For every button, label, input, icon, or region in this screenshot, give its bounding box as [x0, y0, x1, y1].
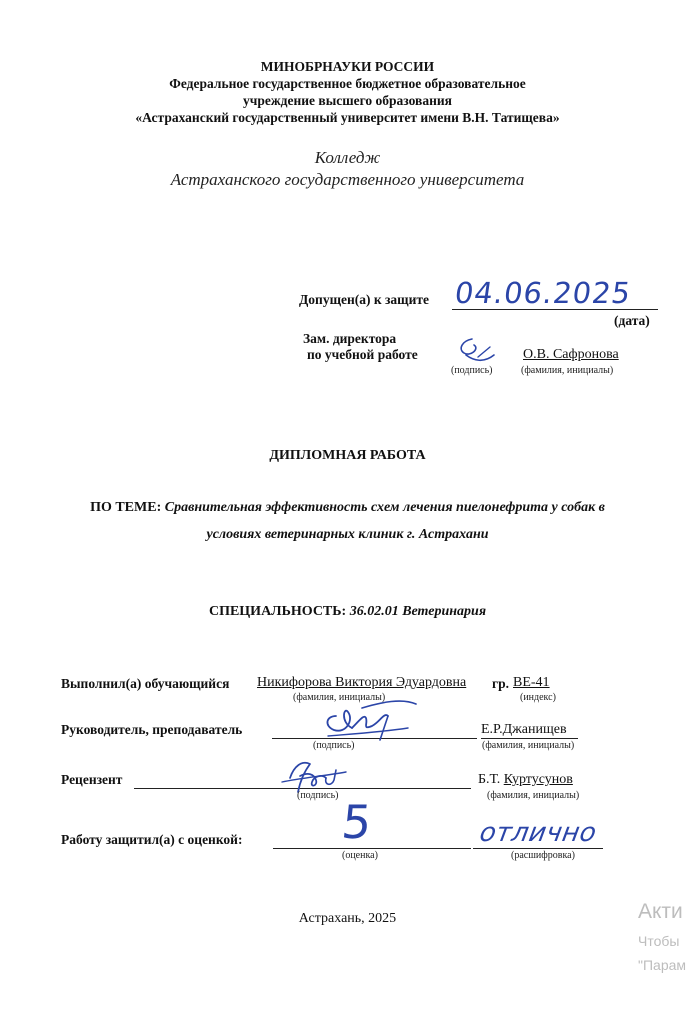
supervisor-signature [322, 694, 422, 746]
city-year: Астрахань, 2025 [298, 911, 397, 926]
student-name: Никифорова Виктория Эдуардовна [257, 675, 467, 690]
watermark-line-2: Чтобы [638, 933, 680, 949]
grade-text-line [473, 848, 603, 849]
supervisor-name-line [481, 738, 578, 739]
grade-caption: (оценка) [342, 850, 378, 861]
supervisor-label: Руководитель, преподаватель [61, 722, 243, 737]
supervisor-name-caption: (фамилия, инициалы) [482, 740, 575, 751]
topic-label: ПО ТЕМЕ: [90, 500, 162, 515]
ministry-name: МИНОБРНАУКИ РОССИИ [260, 59, 435, 74]
grade-text-handwritten: отлично [477, 818, 599, 848]
defense-label: Работу защитил(а) с оценкой: [61, 832, 243, 847]
supervisor-signature-caption: (подпись) [313, 740, 355, 751]
reviewer-name-text: Куртусунов [503, 772, 573, 787]
supervisor-name [481, 722, 567, 738]
college-line-1: Колледж [314, 148, 381, 167]
deputy-signature [452, 333, 497, 369]
work-title: ДИПЛОМНАЯ РАБОТА [269, 448, 426, 463]
group-label: гр. [492, 676, 510, 691]
supervisor-name-text: Е.Р.Джанищев [481, 722, 567, 737]
reviewer-name-caption: (фамилия, инициалы) [487, 790, 580, 801]
watermark-line-1: Акти [638, 900, 683, 923]
specialty-value: 36.02.01 Ветеринария [349, 604, 487, 619]
org-line-1: Федеральное государственное бюджетное образовательное [169, 76, 526, 91]
admitted-label: Допущен(а) к защите [299, 292, 429, 307]
student-group-caption: (индекс) [520, 692, 556, 703]
watermark-line-3: "Парам [638, 957, 687, 973]
college-line-2: Астраханского государственного университета [170, 170, 525, 189]
deputy-label-1: Зам. директора [303, 331, 397, 346]
specialty [0, 604, 695, 620]
deputy-name-caption: (фамилия, инициалы) [521, 365, 614, 376]
reviewer-signature-caption: (подпись) [297, 790, 339, 801]
grade-line [273, 848, 471, 849]
reviewer-name-prefix: Б.Т. [478, 772, 504, 787]
student-name-caption: (фамилия, инициалы) [293, 692, 386, 703]
student-label: Выполнил(а) обучающийся [61, 676, 230, 691]
grade-handwritten: 5 [339, 795, 375, 849]
deputy-name: О.В. Сафронова [523, 347, 619, 362]
student-group: ВЕ-41 [513, 675, 550, 690]
date-caption: (дата) [614, 313, 650, 328]
specialty-label: СПЕЦИАЛЬНОСТЬ: [208, 604, 347, 619]
reviewer-name [478, 772, 573, 788]
admitted-date-handwritten: 04.06.2025 [452, 276, 634, 310]
deputy-signature-caption: (подпись) [451, 365, 493, 376]
topic-line-2: условиях ветеринарных клиник г. Астрахани [206, 527, 489, 542]
reviewer-label: Рецензент [61, 772, 123, 787]
deputy-label-2: по учебной работе [307, 347, 418, 362]
grade-text-caption: (расшифровка) [511, 850, 575, 861]
university-name: «Астраханский государственный университет имени В.Н. Татищева» [135, 110, 560, 125]
topic-text-1: Сравнительная эффективность схем лечения пиелонефрита у собак в [164, 500, 605, 515]
topic-line-1 [0, 500, 695, 516]
org-line-2: учреждение высшего образования [243, 93, 452, 108]
